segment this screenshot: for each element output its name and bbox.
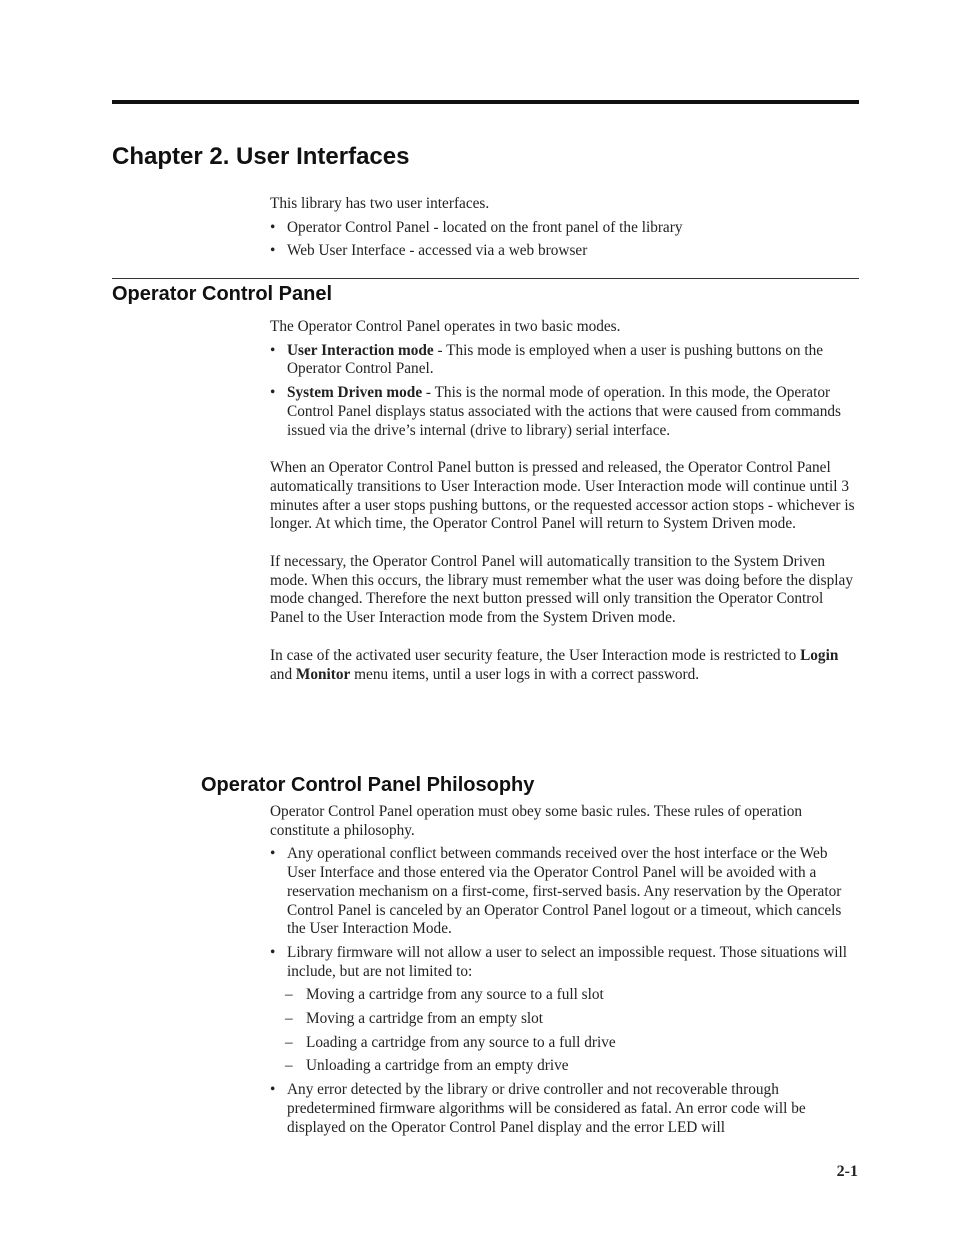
chapter-top-rule (112, 100, 859, 104)
mode-item-user-interaction (270, 342, 860, 379)
interface-item-web: • Web User Interface - accessed via a web browser (270, 242, 860, 261)
rule-item-conflict: • Any operational conflict between commands received over the host interface or the Web User Interface and those entered via the Operator Control Panel will be avoided with a reservation mechanism on a first-come, first-served basis. Any reservation by the Operator Control Panel is canceled by an Operator Control Panel logout or a timeout, which cancels the User Interaction Mode. (270, 845, 860, 939)
chapter-title: Chapter 2. User Interfaces (112, 143, 410, 170)
subsection-title: Operator Control Panel Philosophy (201, 774, 535, 796)
mode-description: - This is the normal mode of operation. In this mode, the Operator Control Panel displays status associated with the actions that were caused from commands issued via the drive’s internal (drive to library) serial interface. (287, 384, 841, 439)
security-text: menu items, until a user logs in with a correct password. (350, 665, 700, 683)
mode-description: - This mode is employed when a user is pushing buttons on the Operator Control Panel. (287, 341, 824, 378)
rule-list (270, 845, 860, 1137)
interface-item-ocp: • Operator Control Panel - located on the front panel of the library (270, 219, 860, 238)
section-intro: The Operator Control Panel operates in two basic modes. (270, 318, 621, 335)
mode-term: User Interaction mode (287, 341, 434, 359)
chapter-intro-block (270, 195, 860, 261)
rule-text: Library firmware will not allow a user to select an impossible request. Those situations will include, but are not limited to: (287, 943, 848, 980)
impossible-request-list (270, 986, 860, 1076)
chapter-intro: This library has two user interfaces. (270, 195, 490, 212)
login-term: Login (800, 646, 839, 664)
mode-list (270, 342, 860, 441)
mode-term: System Driven mode (287, 384, 423, 402)
paragraph-system-driven: If necessary, the Operator Control Panel will automatically transition to the System Driven mode. When this occurs, the library must remember what the user was doing before the display mode changed. Therefore the next button pressed will only transition the Operator Control Panel to the User Interaction mode from the System Driven mode. (270, 553, 853, 627)
section-title: Operator Control Panel (112, 283, 333, 305)
impossible-request-item: – Moving a cartridge from an empty slot (270, 1010, 860, 1029)
interface-list (270, 219, 860, 261)
rule-item-fatal-error: • Any error detected by the library or drive controller and not recoverable through predetermined firmware algorithms will be considered as fatal. An error code will be displayed on the Operator Control Panel display and the error LED will (270, 1081, 860, 1137)
mode-item-system-driven (270, 384, 860, 440)
impossible-request-item: – Loading a cartridge from any source to a full drive (270, 1034, 860, 1053)
section-body (270, 318, 860, 684)
impossible-request-item: – Unloading a cartridge from an empty drive (270, 1057, 860, 1076)
subsection-body (270, 803, 860, 1137)
security-text: In case of the activated user security feature, the User Interaction mode is restricted to (270, 646, 801, 664)
rule-item-impossible-request (270, 944, 860, 1076)
subsection-intro: Operator Control Panel operation must obey some basic rules. These rules of operation constitute a philosophy. (270, 803, 802, 839)
section-rule (112, 278, 859, 279)
paragraph-transition: When an Operator Control Panel button is pressed and released, the Operator Control Panel automatically transitions to User Interaction mode. User Interaction mode will continue until 3 minutes after a user stops pushing buttons, or the requested accessor action stops - whichever is longer. At which time, the Operator Control Panel will return to System Driven mode. (270, 459, 855, 533)
page-number: 2-1 (836, 1163, 858, 1180)
monitor-term: Monitor (295, 665, 351, 683)
paragraph-security (270, 647, 860, 684)
security-text: and (270, 665, 296, 683)
impossible-request-item: – Moving a cartridge from any source to a full slot (270, 986, 860, 1005)
